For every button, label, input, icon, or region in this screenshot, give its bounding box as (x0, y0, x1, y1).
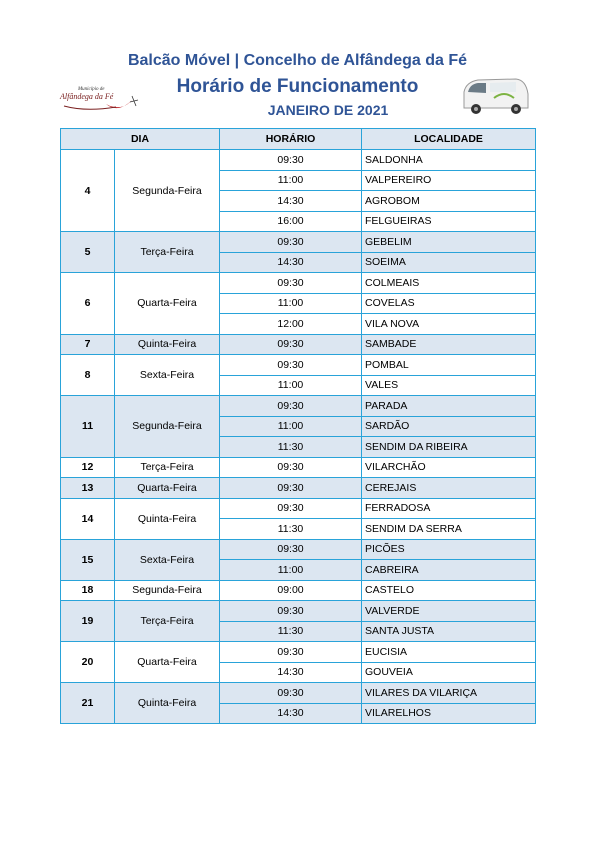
weekday: Segunda-Feira (115, 396, 220, 458)
location-cell: CABREIRA (362, 560, 536, 581)
location-cell: SALDONHA (362, 150, 536, 171)
location-cell: VALES (362, 375, 536, 396)
location-cell: SAMBADE (362, 334, 536, 355)
mobile-van-icon (460, 74, 532, 118)
table-row (61, 355, 536, 376)
time-cell: 09:30 (220, 457, 362, 478)
location-cell: GEBELIM (362, 232, 536, 253)
time-cell: 09:30 (220, 150, 362, 171)
weekday: Sexta-Feira (115, 539, 220, 580)
time-cell: 09:30 (220, 478, 362, 499)
location-cell: FERRADOSA (362, 498, 536, 519)
location-cell: COVELAS (362, 293, 536, 314)
weekday: Terça-Feira (115, 457, 220, 478)
time-cell: 09:00 (220, 580, 362, 601)
time-cell: 11:00 (220, 416, 362, 437)
table-row (61, 150, 536, 171)
day-number: 14 (61, 498, 115, 539)
location-cell: SOEIMA (362, 252, 536, 273)
time-cell: 11:00 (220, 170, 362, 191)
day-number: 19 (61, 601, 115, 642)
day-number: 21 (61, 683, 115, 724)
table-header-row (61, 129, 536, 150)
day-number: 15 (61, 539, 115, 580)
time-cell: 09:30 (220, 396, 362, 417)
time-cell: 14:30 (220, 662, 362, 683)
schedule-body (61, 150, 536, 724)
location-cell: POMBAL (362, 355, 536, 376)
time-cell: 14:30 (220, 191, 362, 212)
time-cell: 09:30 (220, 683, 362, 704)
schedule-period: JANEIRO DE 2021 (267, 102, 389, 118)
time-cell: 11:30 (220, 519, 362, 540)
day-number: 11 (61, 396, 115, 458)
location-cell: VILA NOVA (362, 314, 536, 335)
weekday: Segunda-Feira (115, 150, 220, 232)
table-row (61, 478, 536, 499)
weekday: Segunda-Feira (115, 580, 220, 601)
location-cell: VALVERDE (362, 601, 536, 622)
day-number: 7 (61, 334, 115, 355)
table-row (61, 396, 536, 417)
page-subtitle: Horário de Funcionamento (176, 76, 419, 97)
time-cell: 11:00 (220, 293, 362, 314)
table-row (61, 232, 536, 253)
header-horario: HORÁRIO (220, 129, 362, 150)
weekday: Quarta-Feira (115, 478, 220, 499)
location-cell: CEREJAIS (362, 478, 536, 499)
location-cell: VILARES DA VILARIÇA (362, 683, 536, 704)
location-cell: FELGUEIRAS (362, 211, 536, 232)
day-number: 4 (61, 150, 115, 232)
location-cell: VALPEREIRO (362, 170, 536, 191)
location-cell: COLMEAIS (362, 273, 536, 294)
time-cell: 09:30 (220, 232, 362, 253)
day-number: 8 (61, 355, 115, 396)
location-cell: EUCISIA (362, 642, 536, 663)
time-cell: 09:30 (220, 601, 362, 622)
time-cell: 11:00 (220, 560, 362, 581)
table-row (61, 498, 536, 519)
location-cell: SANTA JUSTA (362, 621, 536, 642)
table-row (61, 580, 536, 601)
location-cell: VILARCHÃO (362, 457, 536, 478)
location-cell: GOUVEIA (362, 662, 536, 683)
weekday: Terça-Feira (115, 601, 220, 642)
time-cell: 11:00 (220, 375, 362, 396)
table-row (61, 642, 536, 663)
day-number: 6 (61, 273, 115, 335)
day-number: 18 (61, 580, 115, 601)
location-cell: PICÕES (362, 539, 536, 560)
weekday: Quarta-Feira (115, 273, 220, 335)
time-cell: 09:30 (220, 642, 362, 663)
time-cell: 11:30 (220, 437, 362, 458)
schedule-table (60, 128, 536, 724)
weekday: Quarta-Feira (115, 642, 220, 683)
time-cell: 11:30 (220, 621, 362, 642)
table-row (61, 539, 536, 560)
page-title: Balcão Móvel | Concelho de Alfândega da Fé (127, 52, 468, 69)
table-row (61, 683, 536, 704)
svg-text:Alfândega da Fé: Alfândega da Fé (60, 92, 114, 101)
weekday: Sexta-Feira (115, 355, 220, 396)
day-number: 20 (61, 642, 115, 683)
time-cell: 14:30 (220, 252, 362, 273)
weekday: Terça-Feira (115, 232, 220, 273)
time-cell: 09:30 (220, 273, 362, 294)
header-dia: DIA (61, 129, 220, 150)
location-cell: AGROBOM (362, 191, 536, 212)
location-cell: PARADA (362, 396, 536, 417)
location-cell: VILARELHOS (362, 703, 536, 724)
table-row (61, 273, 536, 294)
table-row (61, 457, 536, 478)
time-cell: 09:30 (220, 498, 362, 519)
weekday: Quinta-Feira (115, 334, 220, 355)
day-number: 5 (61, 232, 115, 273)
day-number: 12 (61, 457, 115, 478)
time-cell: 16:00 (220, 211, 362, 232)
location-cell: SARDÃO (362, 416, 536, 437)
table-row (61, 334, 536, 355)
time-cell: 12:00 (220, 314, 362, 335)
time-cell: 09:30 (220, 334, 362, 355)
svg-text:Município de: Município de (78, 87, 105, 92)
location-cell: SENDIM DA SERRA (362, 519, 536, 540)
header-localidade: LOCALIDADE (362, 129, 536, 150)
time-cell: 09:30 (220, 539, 362, 560)
location-cell: CASTELO (362, 580, 536, 601)
day-number: 13 (61, 478, 115, 499)
location-cell: SENDIM DA RIBEIRA (362, 437, 536, 458)
time-cell: 14:30 (220, 703, 362, 724)
weekday: Quinta-Feira (115, 498, 220, 539)
table-row (61, 601, 536, 622)
weekday: Quinta-Feira (115, 683, 220, 724)
time-cell: 09:30 (220, 355, 362, 376)
